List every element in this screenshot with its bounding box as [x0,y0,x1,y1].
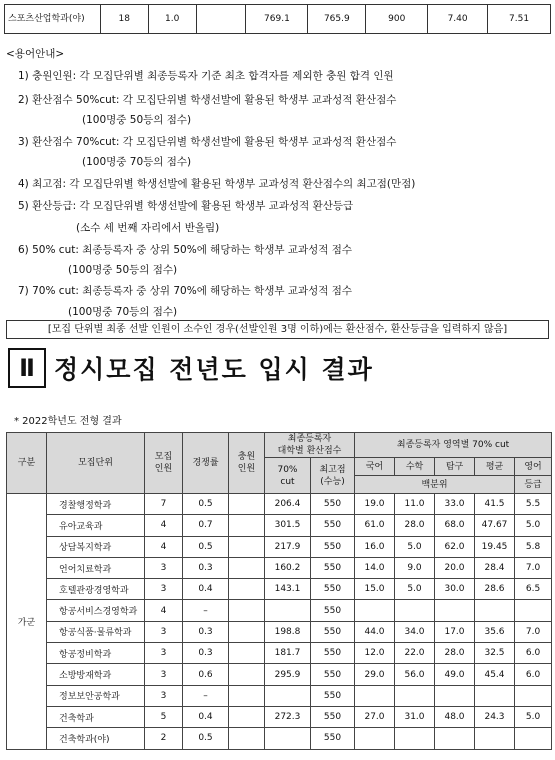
header-quota-label: 모집 인원 [154,452,173,474]
table-cell: 550 [311,515,355,536]
table-cell: 4 [145,600,183,621]
glossary-line: 7) 70% cut: 최종등록자 중 상위 70%에 해당하는 학생부 교과성적 점수 [18,285,353,297]
header-cut70-label: 70% cut [277,464,298,487]
header-unit: 모집단위 [47,433,145,494]
table-cell: 272.3 [265,706,311,727]
table-cell: 1.0 [148,5,196,34]
table-cell: 41.5 [475,494,515,515]
table-cell: 62.0 [435,536,475,557]
table-cell: – [183,600,229,621]
table-cell [265,728,311,749]
group-label: 가군 [7,494,47,750]
table-cell [265,600,311,621]
table-cell: 7.40 [428,5,488,34]
table-cell: 295.9 [265,664,311,685]
header-math: 수학 [395,458,435,476]
table-cell: 900 [366,5,428,34]
table-cell: 3 [145,557,183,578]
table-cell: 27.0 [355,706,395,727]
table-cell: 11.0 [395,494,435,515]
table-cell: 61.0 [355,515,395,536]
table-cell: 45.4 [475,664,515,685]
glossary-line: (100명중 50등의 점수) [82,114,192,126]
unit-name-cell: 경찰행정학과 [47,494,145,515]
table-cell: 32.5 [475,643,515,664]
table-cell: 3 [145,664,183,685]
table-cell: 550 [311,600,355,621]
glossary-line: (100명중 70등의 점수) [82,156,192,168]
table-cell: 5.0 [515,706,552,727]
table-cell: 3 [145,621,183,642]
table-cell: 48.0 [435,706,475,727]
table-cell: 44.0 [355,621,395,642]
unit-name-cell: 유아교육과 [47,515,145,536]
table-cell [265,685,311,706]
table-cell: 28.0 [435,643,475,664]
table-cell: 24.3 [475,706,515,727]
table-cell: 550 [311,536,355,557]
header-final-group-label: 최종등록자 대학별 환산점수 [277,434,342,456]
table-cell: 14.0 [355,557,395,578]
header-final-group [265,433,355,458]
table-cell [435,728,475,749]
header-competition: 경쟁률 [183,433,229,494]
table-row [5,5,551,34]
table-cell: 34.0 [395,621,435,642]
table-cell: 550 [311,728,355,749]
header-inquiry: 탐구 [435,458,475,476]
table-cell: 19.45 [475,536,515,557]
unit-name-cell: 건축학과 [47,706,145,727]
unit-name-cell: 상담복지학과 [47,536,145,557]
results-body [7,494,552,750]
unit-name-cell: 항공정비학과 [47,643,145,664]
table-cell: 5.8 [515,536,552,557]
table-cell: 7.51 [488,5,551,34]
table-cell: 5 [145,706,183,727]
unit-name-cell: 건축학과(야) [47,728,145,749]
table-cell: 15.0 [355,579,395,600]
table-cell: 5.0 [515,515,552,536]
table-cell: 28.4 [475,557,515,578]
glossary-line: 6) 50% cut: 최종등록자 중 상위 50%에 해당하는 학생부 교과성적 점수 [18,244,353,256]
table-cell: 18 [100,5,148,34]
table-cell: 17.0 [435,621,475,642]
table-cell [355,600,395,621]
table-cell: 3 [145,579,183,600]
header-english: 영어 [515,458,552,476]
table-cell: 6.0 [515,664,552,685]
table-cell: 7.0 [515,557,552,578]
table-cell: 28.0 [395,515,435,536]
table-cell: 0.3 [183,621,229,642]
unit-name-cell: 호텔관광경영학과 [47,579,145,600]
table-cell: 550 [311,557,355,578]
header-division: 구분 [7,433,47,494]
table-row [7,557,552,578]
table-cell: – [183,685,229,706]
table-row [7,600,552,621]
table-cell: 206.4 [265,494,311,515]
glossary-heading: <용어안내> [6,48,65,60]
table-cell [229,685,265,706]
table-cell: 5.5 [515,494,552,515]
table-cell: 49.0 [435,664,475,685]
table-row [7,664,552,685]
glossary-line: (100명중 50등의 점수) [68,264,178,276]
table-cell: 198.8 [265,621,311,642]
glossary-line: 4) 최고점: 각 모집단위별 학생선발에 활용된 학생부 교과성적 환산점수의 최고점(만점) [18,178,416,190]
header-percentile: 백분위 [355,476,515,494]
table-cell: 47.67 [475,515,515,536]
results-table [6,432,552,750]
table-cell: 20.0 [435,557,475,578]
table-cell [229,664,265,685]
glossary-line: 5) 환산등급: 각 모집단위별 학생선발에 활용된 학생부 교과성적 환산등급 [18,200,354,212]
table-cell: 28.6 [475,579,515,600]
table-cell [395,685,435,706]
table-cell: 550 [311,685,355,706]
table-cell: 2 [145,728,183,749]
table-cell: 33.0 [435,494,475,515]
table-cell [229,515,265,536]
table-cell: 550 [311,494,355,515]
table-cell [229,579,265,600]
table-cell: 0.4 [183,706,229,727]
table-row [7,515,552,536]
glossary-line: 1) 충원인원: 각 모집단위별 최종등록자 기준 최초 합격자를 제외한 충원 합격 인원 [18,70,394,82]
unit-name-cell: 항공서비스경영학과 [47,600,145,621]
table-row [7,579,552,600]
unit-name-cell: 정보보안공학과 [47,685,145,706]
table-cell: 29.0 [355,664,395,685]
table-cell: 4 [145,515,183,536]
section-title: 정시모집 전년도 입시 결과 [54,355,374,384]
table-cell: 19.0 [355,494,395,515]
table-cell [196,5,246,34]
table-cell: 16.0 [355,536,395,557]
table-cell: 3 [145,643,183,664]
table-cell: 6.5 [515,579,552,600]
table-row [7,643,552,664]
table-cell: 550 [311,579,355,600]
table-cell: 0.7 [183,515,229,536]
glossary-line: (소수 세 번째 자리에서 반올림) [76,222,220,234]
table-cell [475,685,515,706]
table-cell [475,600,515,621]
table-cell: 56.0 [395,664,435,685]
table-cell [229,600,265,621]
table-cell: 0.5 [183,728,229,749]
table-cell: 5.0 [395,579,435,600]
table-cell: 30.0 [435,579,475,600]
table-cell: 160.2 [265,557,311,578]
table-cell: 143.1 [265,579,311,600]
header-average: 평균 [475,458,515,476]
table-cell [475,728,515,749]
table-cell: 0.5 [183,536,229,557]
table-cell [395,728,435,749]
header-max [311,458,355,494]
table-cell: 550 [311,643,355,664]
table-cell [229,494,265,515]
table-cell: 3 [145,685,183,706]
table-cell: 550 [311,621,355,642]
table-cell: 0.3 [183,643,229,664]
unit-name-cell: 소방방재학과 [47,664,145,685]
header-cut70 [265,458,311,494]
table-cell: 301.5 [265,515,311,536]
section-number: Ⅱ [8,348,46,388]
table-cell: 769.1 [246,5,308,34]
table-cell: 217.9 [265,536,311,557]
table-cell: 6.0 [515,643,552,664]
header-subject-group: 최종등록자 영역별 70% cut [355,433,552,458]
table-cell [435,685,475,706]
table-cell: 9.0 [395,557,435,578]
table-cell [435,600,475,621]
unit-name-cell: 항공식품·물류학과 [47,621,145,642]
table-cell: 22.0 [395,643,435,664]
table-cell: 0.5 [183,494,229,515]
table-cell [355,685,395,706]
table-cell [515,728,552,749]
header-quota [145,433,183,494]
glossary-line: 3) 환산점수 70%cut: 각 모집단위별 학생선발에 활용된 학생부 교과성적 환산점수 [18,136,397,148]
table-cell: 68.0 [435,515,475,536]
table-caption: * 2022학년도 전형 결과 [14,416,122,427]
header-max-label: 최고점 (수능) [319,464,346,487]
table-cell: 스포츠산업학과(야) [5,5,101,34]
table-cell: 0.3 [183,557,229,578]
table-cell: 4 [145,536,183,557]
table-cell [515,600,552,621]
table-row [7,728,552,749]
table-cell: 12.0 [355,643,395,664]
table-cell: 550 [311,664,355,685]
table-row [7,494,552,515]
table-cell [229,728,265,749]
table-row [7,621,552,642]
table-cell: 765.9 [308,5,366,34]
previous-table-last-row [4,4,551,34]
table-cell: 0.6 [183,664,229,685]
glossary-line: 2) 환산점수 50%cut: 각 모집단위별 학생선발에 활용된 학생부 교과성적 환산점수 [18,94,397,106]
table-cell [229,706,265,727]
table-row [7,536,552,557]
header-fill [229,433,265,494]
table-cell [229,643,265,664]
header-korean: 국어 [355,458,395,476]
table-cell: 7.0 [515,621,552,642]
table-cell: 181.7 [265,643,311,664]
table-cell [355,728,395,749]
table-cell: 7 [145,494,183,515]
table-cell [229,621,265,642]
table-cell: 35.6 [475,621,515,642]
table-cell: 5.0 [395,536,435,557]
header-grade: 등급 [515,476,552,494]
table-cell: 0.4 [183,579,229,600]
table-cell: 31.0 [395,706,435,727]
table-cell [229,536,265,557]
table-cell [229,557,265,578]
unit-name-cell: 언어치료학과 [47,557,145,578]
table-cell: 550 [311,706,355,727]
table-cell [395,600,435,621]
header-fill-label: 충원 인원 [237,452,256,474]
table-row [7,706,552,727]
table-row [7,685,552,706]
glossary-line: (100명중 70등의 점수) [68,306,178,318]
table-cell [515,685,552,706]
notice-box: [모집 단위별 최종 선발 인원이 소수인 경우(선발인원 3명 이하)에는 환산점수, 환산등급을 입력하지 않음] [6,320,549,339]
